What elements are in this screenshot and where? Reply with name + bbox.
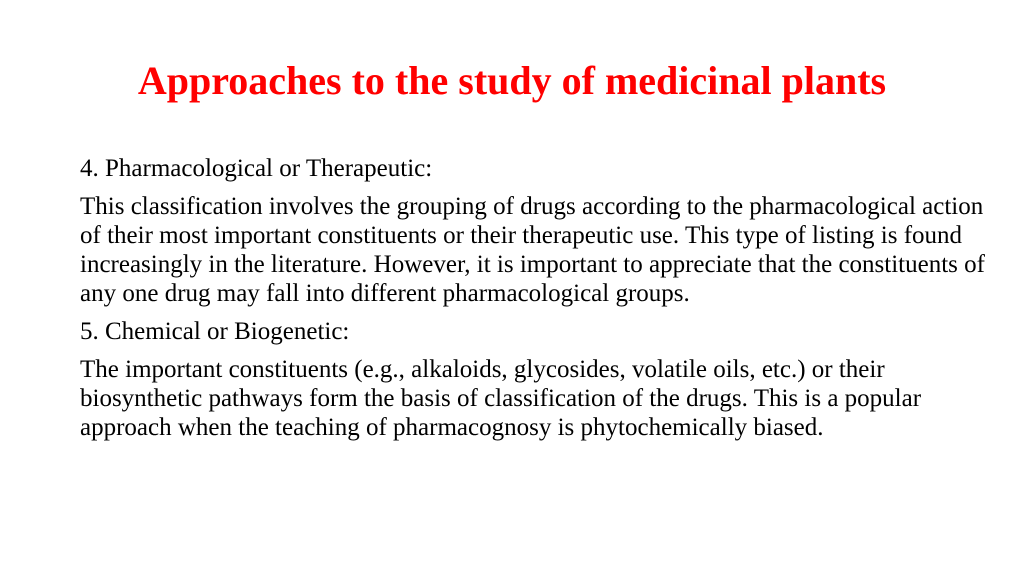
section-heading-chemical: 5. Chemical or Biogenetic: bbox=[80, 318, 350, 345]
paragraph-chemical: The important constituents (e.g., alkaloids, glycosides, volatile oils, etc.) or their biosynthetic pathways form the basis of classification of the drugs. This is a popular approach when the teaching of pharmacognosy is phytochemically biased. bbox=[80, 356, 922, 441]
slide-body bbox=[80, 154, 990, 451]
paragraph-pharmacological: This classification involves the grouping of drugs according to the pharmacological action of their most important constituents or their therapeutic use. This type of listing is found increasingly in the literature. However, it is important to appreciate that the constituents of any one drug may fall into different pharmacological groups. bbox=[80, 193, 985, 307]
slide-title: Approaches to the study of medicinal plants bbox=[137, 58, 887, 103]
section-heading-pharmacological: 4. Pharmacological or Therapeutic: bbox=[80, 155, 433, 182]
